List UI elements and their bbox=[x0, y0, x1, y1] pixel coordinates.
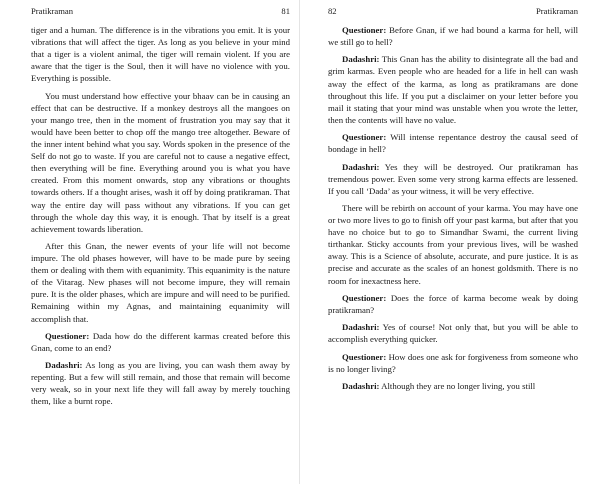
speaker-label: Questioner: bbox=[45, 330, 90, 341]
running-title: Pratikraman bbox=[536, 6, 578, 16]
right-page-body bbox=[328, 24, 578, 392]
dialogue-paragraph: Questioner: Does the force of karma become weak by doing pratikraman? bbox=[328, 292, 578, 315]
dialogue-paragraph: Questioner: How does one ask for forgiveness from someone who is no longer living? bbox=[328, 351, 579, 374]
speaker-label: Questioner: bbox=[342, 351, 387, 362]
paragraph: After this Gnan, the newer events of your life will not become impure. The old phases however, will have to be made pure by seeing them or dealing with them with equanimity. This equanimity is the nature of the Vitarag. New phases will not become impure, they will remain pure. It is the older phases, which are impure and will need to be purified. Remaining within my Agnas, and maintaining equanimity will accomplish that. bbox=[31, 240, 290, 324]
running-title: Pratikraman bbox=[31, 6, 73, 16]
speaker-label: Dadashri: bbox=[342, 54, 380, 65]
dialogue-paragraph: Questioner: Will intense repentance destroy the causal seed of bondage in hell? bbox=[328, 132, 579, 155]
dialogue-paragraph: Questioner: Before Gnan, if we had bound a karma for hell, will we still go to hell? bbox=[328, 25, 579, 48]
speaker-label: Dadashri: bbox=[342, 161, 380, 172]
dialogue-paragraph: Dadashri: Although they are no longer living, you still bbox=[342, 380, 536, 391]
dialogue-paragraph: Questioner: Dada how do the different karmas created before this Gnan, come to an end? bbox=[31, 330, 290, 353]
speaker-label: Dadashri: bbox=[342, 322, 380, 333]
dialogue-paragraph: Dadashri: This Gnan has the ability to disintegrate all the bad and grim karmas. Even people who are headed for a life in hell can wash away the effect of the karma, as long as pratikramans are done throughout this life. If you put a disclaimer on your letter before you mail it stating that your mind was unstable when you wrote the letter, then the contents will have no value. bbox=[328, 54, 578, 125]
right-page bbox=[300, 0, 599, 484]
left-page-header bbox=[31, 6, 290, 16]
speaker-label: Questioner: bbox=[342, 292, 387, 303]
speaker-label: Dadashri: bbox=[45, 360, 83, 371]
speaker-label: Dadashri: bbox=[342, 380, 380, 391]
dialogue-paragraph: Dadashri: Yes they will be destroyed. Our pratikraman has tremendous power. Even some very strong karma effects are lessened. If you call ‘Dada’ as your witness, it will be very effective. bbox=[328, 161, 578, 196]
dialogue-paragraph: Dadashri: As long as you are living, you can wash them away by repenting. But a few will still remain, and those that remain will become very weak, so in your next life they will fall away by merely touching them, like a burnt rope. bbox=[31, 360, 290, 407]
right-page-header bbox=[328, 6, 578, 16]
left-page-body bbox=[31, 24, 290, 408]
paragraph: tiger and a human. The difference is in the vibrations you emit. It is your vibrations that will affect the tiger. As long as you believe in your mind that a tiger is a violent animal, the tiger will remain violent. If you are aware that the tiger is the Soul, then it will have no violence with you. Everything is possible. bbox=[31, 25, 290, 84]
speaker-label: Questioner: bbox=[342, 25, 387, 35]
page-number: 82 bbox=[328, 6, 337, 16]
paragraph: You must understand how effective your bhaav can be in causing an effect that can be destructive. If a monkey destroys all the mangoes on your mango tree, then in the moment of frustration you may say that it would have been better to chop off the mango tree altogether. Beware of the inner intent behind what you say. Words spoken in the presence of the Self do not go to waste. If you are careful not to cause a negative effect, then everything will be fine. Everything around you is what you have created. From this moment onwards, stop any vibrations or thoughts towards others. If a thought arises, wash it off by doing pratikraman. That way the entire day will pass without any vibrations. If you can get through the whole day this way, it is enough. That by itself is a great achievement towards liberation. bbox=[31, 90, 290, 234]
page-number: 81 bbox=[281, 6, 290, 16]
speaker-label: Questioner: bbox=[342, 132, 387, 143]
dialogue-paragraph: Dadashri: Yes of course! Not only that, but you will be able to accomplish everything quicker. bbox=[328, 322, 578, 345]
paragraph: There will be rebirth on account of your karma. You may have one or two more lives to go to finish off your past karma, but after that you have no choice but to go to Simandhar Swami, the current living tirthankar. Sticky accounts from your previous lives, will be washed away. This is a Science of absolute, accurate, and pure justice. It is as precise and accurate as the scales of an honest goldsmith. There is no room for inexactness here. bbox=[328, 202, 578, 286]
